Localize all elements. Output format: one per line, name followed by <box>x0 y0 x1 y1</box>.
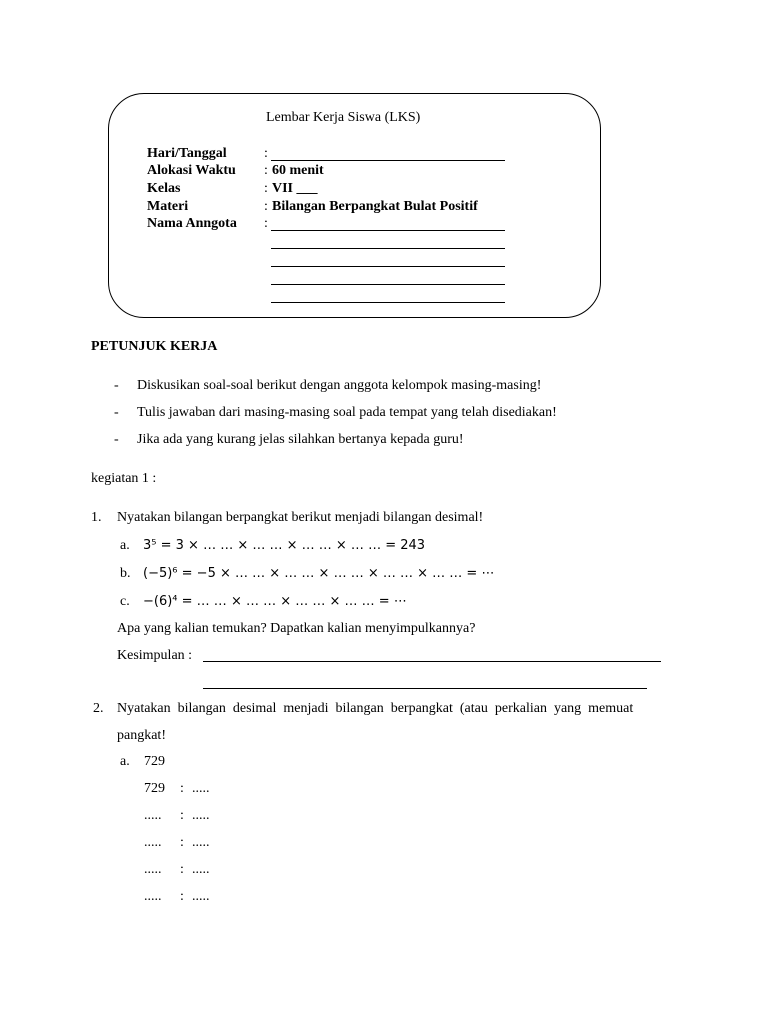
field-colon-members: : <box>264 216 268 231</box>
question-text: Nyatakan bilangan desimal menjadi bilangan berpangkat (atau perkalian yang memuat <box>117 701 634 716</box>
factor-colon: : <box>180 781 184 796</box>
factor-left: ..... <box>144 808 162 823</box>
field-label-class: Kelas <box>147 181 181 196</box>
conclusion-blank-1[interactable] <box>203 661 661 662</box>
factor-right: ..... <box>192 862 210 877</box>
field-colon-topic: : <box>264 199 268 214</box>
field-colon-class: : <box>264 181 268 196</box>
math-expression: −(6)⁴ = … … × … … × … … × … … = ⋯ <box>143 594 407 609</box>
question-number: 2. <box>93 701 104 716</box>
factor-right: ..... <box>192 781 210 796</box>
conclusion-label: Kesimpulan : <box>117 648 193 663</box>
factor-left: ..... <box>144 862 162 877</box>
instructions-title: PETUNJUK KERJA <box>91 339 218 354</box>
math-expression: (−5)⁶ = −5 × … … × … … × … … × … … × … … = ⋯ <box>143 566 495 581</box>
factor-right: ..... <box>192 808 210 823</box>
field-label-time: Alokasi Waktu <box>147 163 236 178</box>
member-blank-2[interactable] <box>271 248 505 249</box>
activity-title: kegiatan 1 : <box>91 471 157 486</box>
factor-colon: : <box>180 862 184 877</box>
field-label-members: Nama Anngota <box>147 216 237 231</box>
factor-right: ..... <box>192 835 210 850</box>
field-value-class: VII ___ <box>272 181 318 196</box>
sub-item-label: c. <box>120 594 130 609</box>
field-value-time: 60 menit <box>272 163 324 178</box>
factor-left: ..... <box>144 889 162 904</box>
factor-right: ..... <box>192 889 210 904</box>
instruction-bullet: - <box>114 378 119 393</box>
field-value-topic: Bilangan Berpangkat Bulat Positif <box>272 199 478 214</box>
instruction-item: Diskusikan soal-soal berikut dengan anggota kelompok masing-masing! <box>137 378 542 393</box>
question-text: Nyatakan bilangan berpangkat berikut menjadi bilangan desimal! <box>117 510 484 525</box>
member-blank-3[interactable] <box>271 266 505 267</box>
factor-left: 729 <box>144 781 165 796</box>
field-blank-date[interactable] <box>271 160 505 161</box>
member-blank-4[interactable] <box>271 284 505 285</box>
math-expression: 3⁵ = 3 × … … × … … × … … × … … = 243 <box>143 538 426 553</box>
lks-title: Lembar Kerja Siswa (LKS) <box>266 110 421 125</box>
instruction-item: Tulis jawaban dari masing-masing soal pada tempat yang telah disediakan! <box>137 405 557 420</box>
factor-left: ..... <box>144 835 162 850</box>
field-colon-time: : <box>264 163 268 178</box>
factor-colon: : <box>180 889 184 904</box>
instruction-bullet: - <box>114 432 119 447</box>
sub-item-label: a. <box>120 538 130 553</box>
question-number: 1. <box>91 510 102 525</box>
factor-colon: : <box>180 808 184 823</box>
member-blank-1[interactable] <box>271 230 505 231</box>
question-text-continued: pangkat! <box>117 728 166 743</box>
field-label-date: Hari/Tanggal <box>147 146 227 161</box>
instruction-item: Jika ada yang kurang jelas silahkan bertanya kepada guru! <box>137 432 464 447</box>
question-prompt: Apa yang kalian temukan? Dapatkan kalian menyimpulkannya? <box>117 621 476 636</box>
field-label-topic: Materi <box>147 199 189 214</box>
member-blank-5[interactable] <box>271 302 505 303</box>
factor-colon: : <box>180 835 184 850</box>
field-colon-date: : <box>264 146 268 161</box>
sub-item-label: b. <box>120 566 131 581</box>
conclusion-blank-2[interactable] <box>203 688 647 689</box>
sub-item-value: 729 <box>144 754 165 769</box>
instruction-bullet: - <box>114 405 119 420</box>
sub-item-label: a. <box>120 754 130 769</box>
